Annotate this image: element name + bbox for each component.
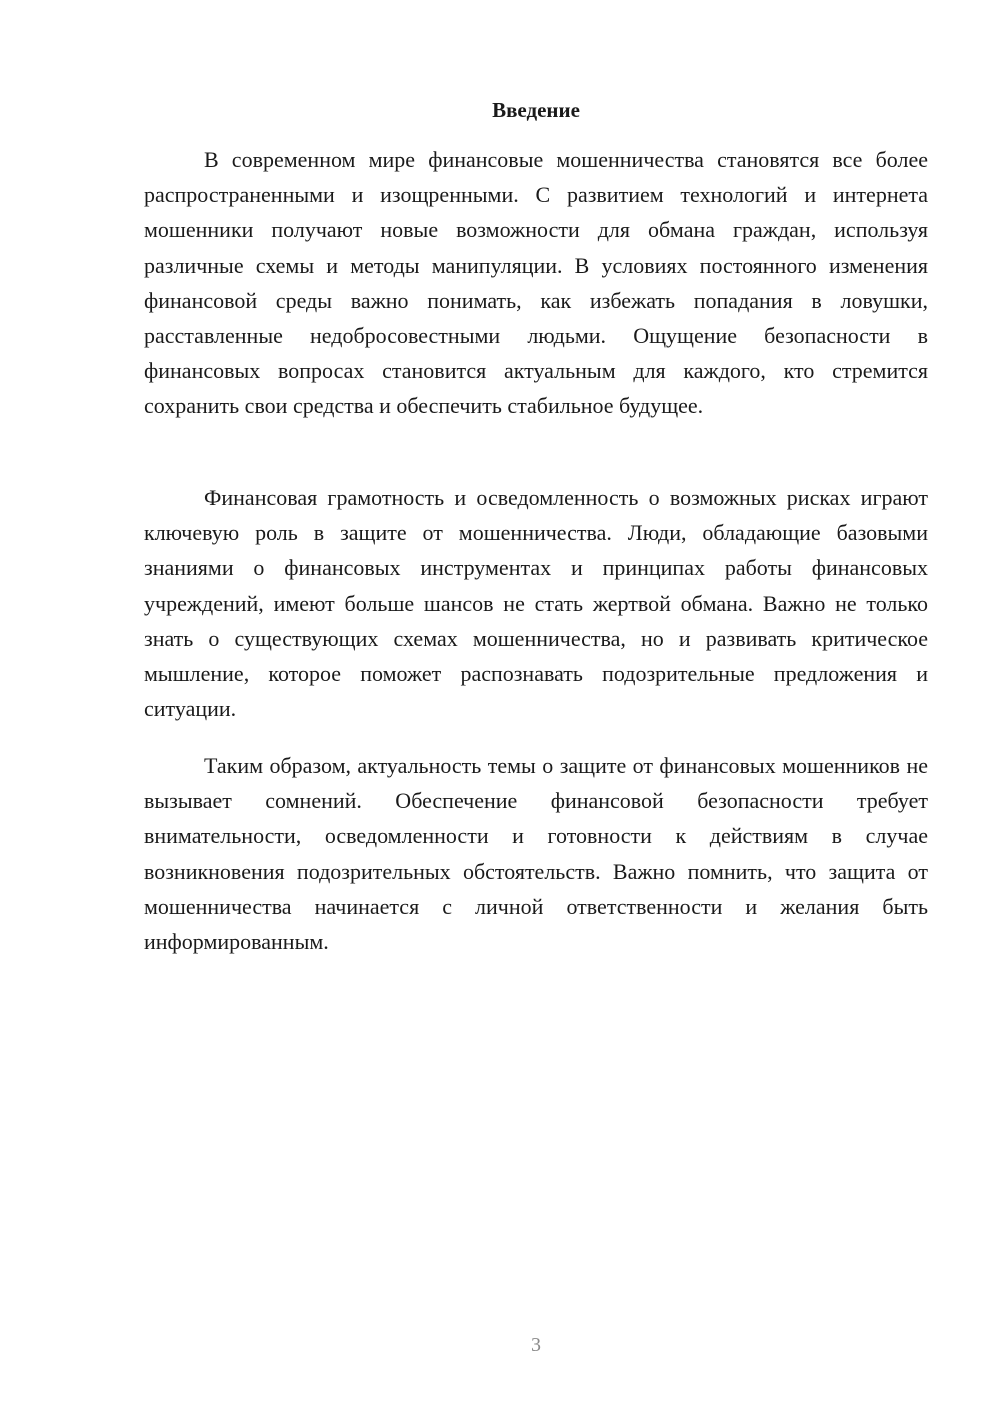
section-heading: Введение — [492, 98, 580, 122]
paragraph-2: Финансовая грамотность и осведомленность о возможных рисках играют ключевую роль в защите от мошенничества. Люди, обладающие базовыми знаниями о финансовых инструментах и принципах работы финансовых учреждений, имеют больше шансов не стать жертвой обмана. Важно не только знать о существующих схемах мошенничества, но и развивать критическое мышление, которое поможет распознавать подозрительные предложения и ситуации. — [144, 485, 928, 722]
paragraph-3: Таким образом, актуальность темы о защите от финансовых мошенников не вызывает сомнений. Обеспечение финансовой безопасности требует внимательности, осведомленности и готовности к действиям в случае возникновения подозрительных обстоятельств. Важно помнить, что защита от мошенничества начинается с личной ответственности и желания быть информированным. — [144, 753, 928, 955]
paragraph-1: В современном мире финансовые мошенничества становятся все более распространенными и изощренными. С развитием технологий и интернета мошенники получают новые возможности для обмана граждан, используя различные схемы и методы манипуляции. В условиях постоянного изменения финансовой среды важно понимать, как избежать попадания в ловушки, расставленные недобросовестными людьми. Ощущение безопасности в финансовых вопросах становится актуальным для каждого, кто стремится сохранить свои средства и обеспечить стабильное будущее. — [144, 147, 928, 419]
page-number: 3 — [531, 1334, 541, 1356]
